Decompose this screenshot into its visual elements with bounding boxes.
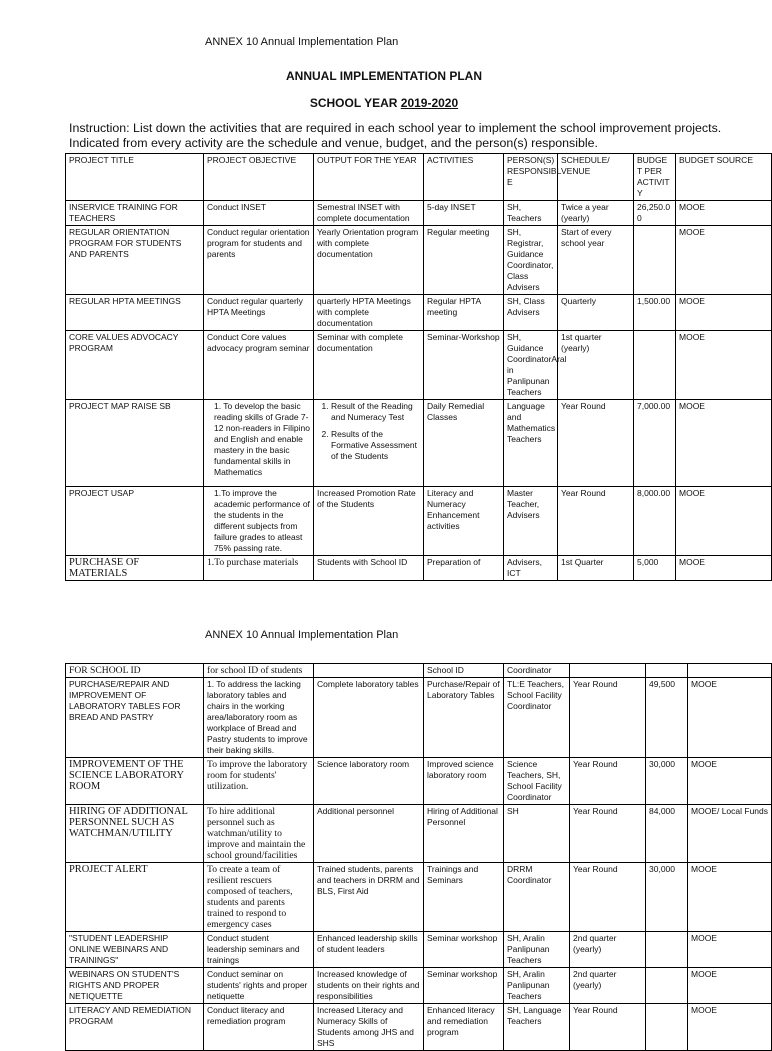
- table-cell: Language and Mathematics Teachers: [504, 400, 558, 487]
- table-cell: 49,500: [646, 678, 688, 758]
- table-cell: Increased Literacy and Numeracy Skills of Students among JHS and SHS: [314, 1004, 424, 1051]
- table-cell: PROJECT ALERT: [66, 863, 204, 932]
- table-cell: Advisers, ICT: [504, 556, 558, 581]
- table-cell: MOOE: [676, 295, 772, 331]
- table-cell: REGULAR ORIENTATION PROGRAM FOR STUDENTS AND PARENTS: [66, 226, 204, 295]
- table-cell: [634, 331, 676, 400]
- table-cell: Year Round: [570, 678, 646, 758]
- table-cell: [646, 968, 688, 1004]
- table-cell-outputs: [314, 400, 424, 487]
- table-cell: MOOE: [676, 487, 772, 556]
- table-cell: 30,000: [646, 758, 688, 805]
- table-cell: quarterly HPTA Meetings with complete documentation: [314, 295, 424, 331]
- table-cell: Enhanced leadership skills of student leaders: [314, 932, 424, 968]
- table-cell: MOOE: [688, 932, 772, 968]
- table-row: [66, 201, 772, 226]
- table-cell: [646, 932, 688, 968]
- table-cell: Seminar with complete documentation: [314, 331, 424, 400]
- school-year-value: 2019-2020: [400, 96, 459, 110]
- table-cell: 2nd quarter (yearly): [570, 932, 646, 968]
- table-cell: MOOE: [688, 863, 772, 932]
- table-cell: Increased knowledge of students on their rights and responsibilities: [314, 968, 424, 1004]
- table-cell: MOOE: [688, 678, 772, 758]
- annex-header: ANNEX 10 Annual Implementation Plan: [205, 629, 399, 641]
- header-cell: PROJECT OBJECTIVE: [204, 154, 314, 201]
- table-cell: WEBINARS ON STUDENT'S RIGHTS AND PROPER NETIQUETTE: [66, 968, 204, 1004]
- table-cell: [634, 226, 676, 295]
- table-cell: Daily Remedial Classes: [424, 400, 504, 487]
- table-cell: Quarterly: [558, 295, 634, 331]
- school-year-prefix: SCHOOL YEAR: [309, 96, 401, 110]
- table-row: [66, 295, 772, 331]
- table-cell: Master Teacher, Advisers: [504, 487, 558, 556]
- table-cell: DRRM Coordinator: [504, 863, 570, 932]
- table-cell: Yearly Orientation program with complete documentation: [314, 226, 424, 295]
- header-cell: ACTIVITIES: [424, 154, 504, 201]
- table-cell: 26,250.0 0: [634, 201, 676, 226]
- list-item: 1. Result of the Reading and Numeracy Test: [331, 401, 420, 423]
- table-cell: 1st quarter (yearly): [558, 331, 634, 400]
- table-cell: Seminar workshop: [424, 932, 504, 968]
- table-cell: Trainings and Seminars: [424, 863, 504, 932]
- table-row: [66, 400, 772, 487]
- table-cell: Year Round: [558, 400, 634, 487]
- table-cell: Seminar-Workshop: [424, 331, 504, 400]
- table-cell: [570, 664, 646, 678]
- table-cell: Conduct regular quarterly HPTA Meetings: [204, 295, 314, 331]
- table-cell: Start of every school year: [558, 226, 634, 295]
- table-cell: 5-day INSET: [424, 201, 504, 226]
- table-cell: Conduct seminar on students' rights and proper netiquette: [204, 968, 314, 1004]
- table-cell: [314, 664, 424, 678]
- table-header-row: [66, 154, 772, 201]
- table-cell: 1. To address the lacking laboratory tables and chairs in the working area/laboratory room as workplace of Bread and Pastry students to improve their baking skills.: [204, 678, 314, 758]
- table-cell: Hiring of Additional Personnel: [424, 805, 504, 863]
- table-cell: [688, 664, 772, 678]
- table-cell: "STUDENT LEADERSHIP ONLINE WEBINARS AND TRAININGS": [66, 932, 204, 968]
- table-cell: Conduct regular orientation program for students and parents: [204, 226, 314, 295]
- instruction-line-2: Indicated from every activity are the schedule and venue, budget, and the person(s) responsible.: [69, 136, 598, 150]
- table-row: [66, 932, 772, 968]
- table-cell: To create a team of resilient rescuers composed of teachers, students and parents trained to respond to emergency cases: [204, 863, 314, 932]
- table-cell: Literacy and Numeracy Enhancement activities: [424, 487, 504, 556]
- table-cell: 8,000.00: [634, 487, 676, 556]
- table-row: [66, 758, 772, 805]
- table-cell: MOOE: [676, 400, 772, 487]
- table-cell: HIRING OF ADDITIONAL PERSONNEL SUCH AS WATCHMAN/UTILITY: [66, 805, 204, 863]
- table-row: [66, 1004, 772, 1051]
- table-cell: Conduct literacy and remediation program: [204, 1004, 314, 1051]
- instruction-line-1: Instruction: List down the activities that are required in each school year to implement the school improvement projects.: [69, 121, 722, 135]
- table-cell: TL:E Teachers, School Facility Coordinator: [504, 678, 570, 758]
- table-cell: Year Round: [570, 1004, 646, 1051]
- table-cell: Coordinator: [504, 664, 570, 678]
- table-cell: SH, Registrar, Guidance Coordinator, Class Advisers: [504, 226, 558, 295]
- table-cell: MOOE: [676, 226, 772, 295]
- table-cell: To improve the laboratory room for students' utilization.: [204, 758, 314, 805]
- table-cell: MOOE: [688, 968, 772, 1004]
- table-cell: FOR SCHOOL ID: [66, 664, 204, 678]
- table-cell: SH, Class Advisers: [504, 295, 558, 331]
- table-cell: SH, Guidance CoordinatorAral in Panlipunan Teachers: [504, 331, 558, 400]
- table-row: [66, 556, 772, 581]
- table-cell: Semestral INSET with complete documentation: [314, 201, 424, 226]
- table-cell: 7,000.00: [634, 400, 676, 487]
- table-cell: To hire additional personnel such as watchman/utility to improve and maintain the school ground/facilities: [204, 805, 314, 863]
- table-cell: SH, Teachers: [504, 201, 558, 226]
- table-cell: Year Round: [558, 487, 634, 556]
- table-cell: [646, 664, 688, 678]
- table-cell: Trained students, parents and teachers in DRRM and BLS, First Aid: [314, 863, 424, 932]
- school-year-line: [0, 96, 768, 110]
- table-cell: Year Round: [570, 863, 646, 932]
- table-cell: MOOE: [676, 201, 772, 226]
- table-cell: School ID: [424, 664, 504, 678]
- table-cell: Students with School ID: [314, 556, 424, 581]
- table-cell: PURCHASE/REPAIR AND IMPROVEMENT OF LABORATORY TABLES FOR BREAD AND PASTRY: [66, 678, 204, 758]
- table-cell: Twice a year (yearly): [558, 201, 634, 226]
- table-cell: Regular meeting: [424, 226, 504, 295]
- table-cell: IMPROVEMENT OF THE SCIENCE LABORATORY ROOM: [66, 758, 204, 805]
- table-cell: 30,000: [646, 863, 688, 932]
- table-cell: SH: [504, 805, 570, 863]
- table-cell: Conduct Core values advocacy program seminar: [204, 331, 314, 400]
- table-cell: Seminar workshop: [424, 968, 504, 1004]
- table-cell: SH, Aralin Panlipunan Teachers: [504, 932, 570, 968]
- header-cell: BUDGET SOURCE: [676, 154, 772, 201]
- header-cell: OUTPUT FOR THE YEAR: [314, 154, 424, 201]
- table-cell: Science Teachers, SH, School Facility Coordinator: [504, 758, 570, 805]
- table-cell: MOOE: [676, 556, 772, 581]
- table-cell: [646, 1004, 688, 1051]
- table-row: [66, 487, 772, 556]
- table-cell: Purchase/Repair of Laboratory Tables: [424, 678, 504, 758]
- document-title: ANNUAL IMPLEMENTATION PLAN: [286, 69, 482, 83]
- table-cell: 1,500.00: [634, 295, 676, 331]
- implementation-plan-table-page-1: [65, 153, 772, 581]
- annex-header: ANNEX 10 Annual Implementation Plan: [205, 36, 399, 48]
- table-row: [66, 863, 772, 932]
- table-cell: 2nd quarter (yearly): [570, 968, 646, 1004]
- table-cell: Conduct student leadership seminars and trainings: [204, 932, 314, 968]
- header-cell: PROJECT TITLE: [66, 154, 204, 201]
- table-cell: LITERACY AND REMEDIATION PROGRAM: [66, 1004, 204, 1051]
- table-cell: Additional personnel: [314, 805, 424, 863]
- table-cell: Year Round: [570, 758, 646, 805]
- table-cell: Regular HPTA meeting: [424, 295, 504, 331]
- table-cell: SH, Aralin Panlipunan Teachers: [504, 968, 570, 1004]
- output-list: [317, 401, 420, 462]
- table-cell: Complete laboratory tables: [314, 678, 424, 758]
- table-cell: 1.To improve the academic performance of the students in the different subjects from failure grades to atleast 75% passing rate.: [204, 487, 314, 556]
- table-cell: Increased Promotion Rate of the Students: [314, 487, 424, 556]
- table-cell: 1st Quarter: [558, 556, 634, 581]
- table-cell: Conduct INSET: [204, 201, 314, 226]
- table-cell: 5,000: [634, 556, 676, 581]
- instruction-block: [69, 121, 759, 151]
- header-cell: SCHEDULE/ VENUE: [558, 154, 634, 201]
- table-cell: CORE VALUES ADVOCACY PROGRAM: [66, 331, 204, 400]
- table-cell: 1. To develop the basic reading skills of Grade 7-12 non-readers in Filipino and English and enable mastery in the basic fundamental skills in Mathematics: [204, 400, 314, 487]
- table-cell: Year Round: [570, 805, 646, 863]
- table-cell: MOOE/ Local Funds: [688, 805, 772, 863]
- table-cell: Improved science laboratory room: [424, 758, 504, 805]
- table-row: [66, 678, 772, 758]
- table-cell: MOOE: [688, 1004, 772, 1051]
- implementation-plan-table-page-2: [65, 663, 772, 1051]
- table-row: [66, 968, 772, 1004]
- table-cell: Enhanced literacy and remediation program: [424, 1004, 504, 1051]
- table-cell: REGULAR HPTA MEETINGS: [66, 295, 204, 331]
- list-item: 2. Results of the Formative Assessment of the Students: [331, 429, 420, 462]
- table-row: [66, 664, 772, 678]
- table-cell: PROJECT MAP RAISE SB: [66, 400, 204, 487]
- table-row: [66, 805, 772, 863]
- table-cell: MOOE: [688, 758, 772, 805]
- table-cell: MOOE: [676, 331, 772, 400]
- table-cell: 84,000: [646, 805, 688, 863]
- table-cell: PROJECT USAP: [66, 487, 204, 556]
- table-row: [66, 226, 772, 295]
- table-cell: for school ID of students: [204, 664, 314, 678]
- header-cell: BUDGE T PER ACTIVIT Y: [634, 154, 676, 201]
- table-cell: 1.To purchase materials: [204, 556, 314, 581]
- table-cell: INSERVICE TRAINING FOR TEACHERS: [66, 201, 204, 226]
- table-row: [66, 331, 772, 400]
- table-cell: Science laboratory room: [314, 758, 424, 805]
- table-cell: Preparation of: [424, 556, 504, 581]
- header-cell: PERSON(S) RESPONSIBL E: [504, 154, 558, 201]
- table-cell: PURCHASE OF MATERIALS: [66, 556, 204, 581]
- table-cell: SH, Language Teachers: [504, 1004, 570, 1051]
